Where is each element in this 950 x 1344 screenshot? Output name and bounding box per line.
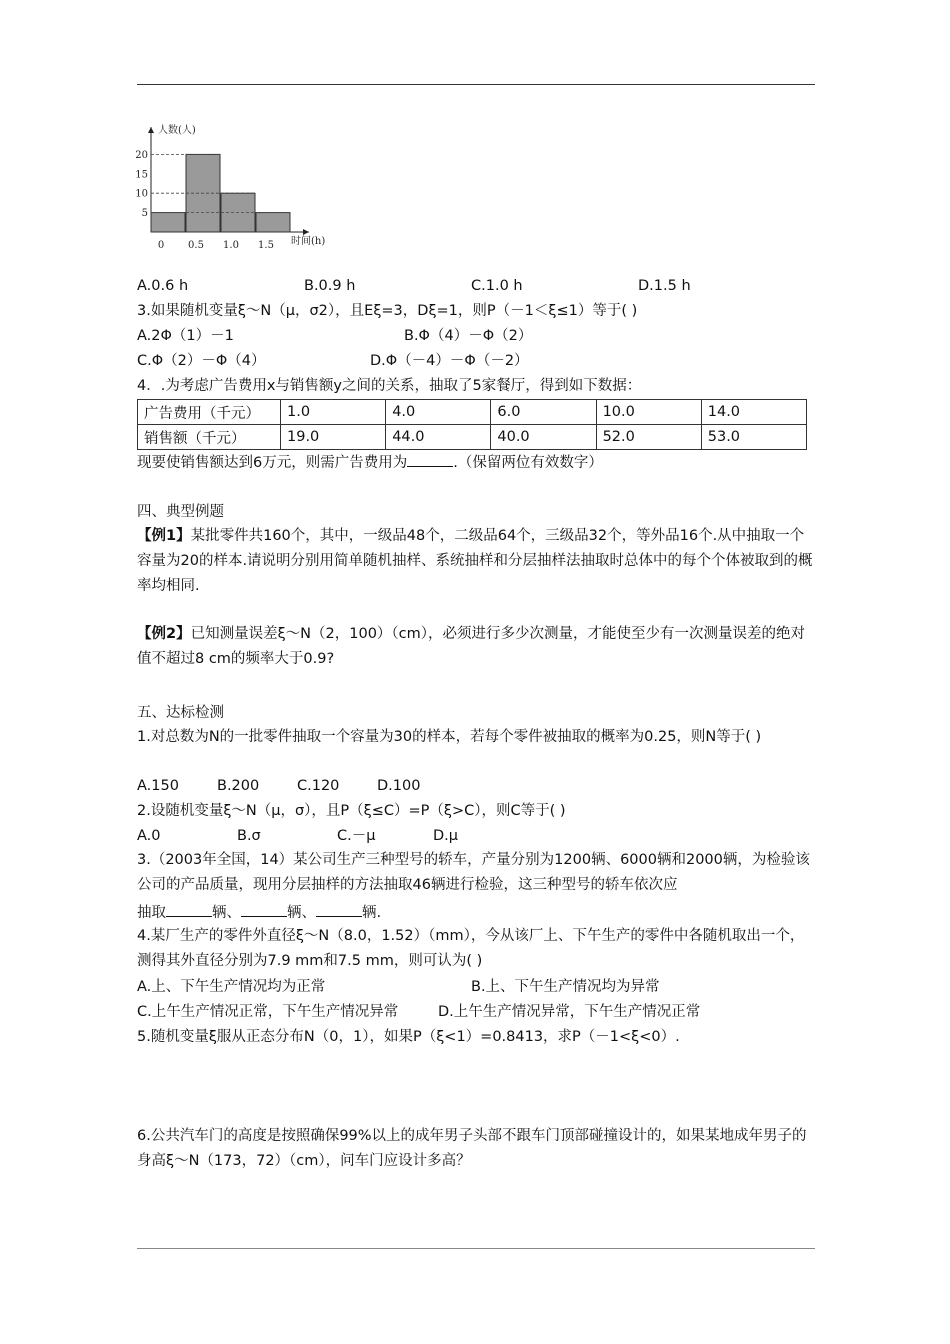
row-header-ad-cost: 广告费用（千元） xyxy=(138,400,281,425)
table-cell: 52.0 xyxy=(596,425,701,450)
problem-4-stem: 4.某厂生产的零件外直径ξ～N（8.0，1.52）（mm），今从该厂上、下午生产的零件中各随机取出一个，测得其外直径分别为7.9 mm和7.5 mm，则可认为( ) xyxy=(137,928,805,969)
q4-tail xyxy=(137,452,817,473)
problem-2-option-c: C.－μ xyxy=(337,828,376,844)
y-axis-arrow xyxy=(148,127,154,133)
problem-2-stem: 2.设随机变量ξ～N（μ，σ），且P（ξ≤C）=P（ξ>C），则C等于( ) xyxy=(137,803,566,819)
problem-4-option-d: D.上午生产情况异常，下午生产情况正常 xyxy=(438,1004,701,1020)
problem-4-option-b: B.上、下午生产情况均为异常 xyxy=(471,979,660,995)
example-2-label: 【例2】 xyxy=(137,626,191,642)
x-tick-label: 0.5 xyxy=(188,240,204,251)
table-cell: 40.0 xyxy=(491,425,596,450)
problem-1-option-d: D.100 xyxy=(377,778,421,794)
problem-3-tail-c: 辆、 xyxy=(287,905,316,921)
header-rule xyxy=(137,84,815,85)
answer-blank xyxy=(316,902,362,917)
table-cell: 44.0 xyxy=(386,425,491,450)
footer-rule xyxy=(137,1248,815,1249)
table-cell: 10.0 xyxy=(596,400,701,425)
table-cell: 1.0 xyxy=(281,400,386,425)
x-tick-label: 1.5 xyxy=(258,240,274,251)
problem-3-tail-d: 辆. xyxy=(362,905,382,921)
table-row xyxy=(138,400,807,425)
row-header-sales: 销售额（千元） xyxy=(138,425,281,450)
q3-option-a: A.2Φ（1）－1 xyxy=(137,328,234,344)
section-4-title: 四、典型例题 xyxy=(137,504,224,520)
q3-option-b: B.Φ（4）－Φ（2） xyxy=(404,328,533,344)
problem-3-text: 3.（2003年全国，14）某公司生产三种型号的轿车，产量分别为1200辆、6000辆和2000辆，为检验该公司的产品质量，现用分层抽样的方法抽取46辆进行检验，这三种型号的轿车依次应 xyxy=(137,852,810,893)
q2-option-c: C.1.0 h xyxy=(471,278,523,294)
q4-tail-text-2: .（保留两位有效数字） xyxy=(453,455,603,471)
y-tick-label: 20 xyxy=(135,149,148,161)
chart-y-label: 人数(人) xyxy=(158,125,196,136)
answer-blank xyxy=(241,902,287,917)
table-cell: 19.0 xyxy=(281,425,386,450)
q4-stem: 4．.为考虑广告费用x与销售额y之间的关系，抽取了5家餐厅，得到如下数据： xyxy=(137,378,642,394)
y-tick-label: 10 xyxy=(135,188,148,200)
problem-2-option-a: A.0 xyxy=(137,828,161,844)
problem-3-tail-a: 抽取 xyxy=(137,905,166,921)
problem-1-option-a: A.150 xyxy=(137,778,179,794)
y-tick-label: 5 xyxy=(141,208,148,220)
x-tick-label: 1.0 xyxy=(223,240,239,251)
q3-option-c: C.Φ（2）－Φ（4） xyxy=(137,353,266,369)
y-tick-label: 15 xyxy=(135,169,148,181)
section-5-title: 五、达标检测 xyxy=(137,705,224,721)
example-1 xyxy=(137,524,817,599)
histogram-bar xyxy=(151,213,185,232)
table-cell: 14.0 xyxy=(701,400,806,425)
q3-stem: 3.如果随机变量ξ～N（μ，σ2），且Eξ=3，Dξ=1，则P（－1＜ξ≤1）等于( ) xyxy=(137,303,638,319)
answer-blank xyxy=(407,452,453,467)
q3-option-d: D.Φ（－4）－Φ（－2） xyxy=(370,353,529,369)
problem-3-tail xyxy=(137,902,817,923)
problem-3-tail-b: 辆、 xyxy=(212,905,241,921)
table-cell: 53.0 xyxy=(701,425,806,450)
problem-2-option-b: B.σ xyxy=(237,828,261,844)
q4-tail-text: 现要使销售额达到6万元，则需广告费用为 xyxy=(137,455,408,471)
x-tick-label: 0 xyxy=(157,240,165,251)
table-cell: 4.0 xyxy=(386,400,491,425)
example-2-text: 已知测量误差ξ～N（2，100）（cm），必须进行多少次测量，才能使至少有一次测量误差的绝对值不超过8 cm的频率大于0.9? xyxy=(137,626,806,667)
problem-4-option-a: A.上、下午生产情况均为正常 xyxy=(137,979,326,995)
example-1-text: 某批零件共160个，其中，一级品48个，二级品64个，三级品32个，等外品16个.从中抽取一个容量为20的样本.请说明分别用简单随机抽样、系统抽样和分层抽样法抽取时总体中的每个个体被取到的概率均相同. xyxy=(137,528,813,594)
problem-4-option-c: C.上午生产情况正常，下午生产情况异常 xyxy=(137,1004,399,1020)
table-row xyxy=(138,425,807,450)
problem-1-option-c: C.120 xyxy=(297,778,340,794)
histogram-bar xyxy=(256,213,290,232)
q4-data-table xyxy=(137,399,807,450)
answer-blank xyxy=(166,902,212,917)
q2-option-b: B.0.9 h xyxy=(304,278,356,294)
q2-option-d: D.1.5 h xyxy=(638,278,691,294)
problem-1-option-b: B.200 xyxy=(217,778,260,794)
histogram-chart xyxy=(133,119,343,254)
example-1-label: 【例1】 xyxy=(137,528,191,544)
problem-5-text: 5.随机变量ξ服从正态分布N（0，1），如果P（ξ<1）=0.8413，求P（－1<ξ<0）. xyxy=(137,1029,680,1045)
chart-x-label: 时间(h) xyxy=(291,236,326,247)
example-2 xyxy=(137,622,817,672)
problem-1-stem: 1.对总数为N的一批零件抽取一个容量为30的样本，若每个零件被抽取的概率为0.25，则N等于( ) xyxy=(137,729,762,745)
problem-2-option-d: D.μ xyxy=(433,828,458,844)
problem-6-text: 6.公共汽车门的高度是按照确保99%以上的成年男子头部不跟车门顶部碰撞设计的，如果某地成年男子的身高ξ～N（173，72）（cm），问车门应设计多高？ xyxy=(137,1128,807,1169)
table-cell: 6.0 xyxy=(491,400,596,425)
q2-option-a: A.0.6 h xyxy=(137,278,189,294)
x-axis-arrow xyxy=(303,229,309,235)
